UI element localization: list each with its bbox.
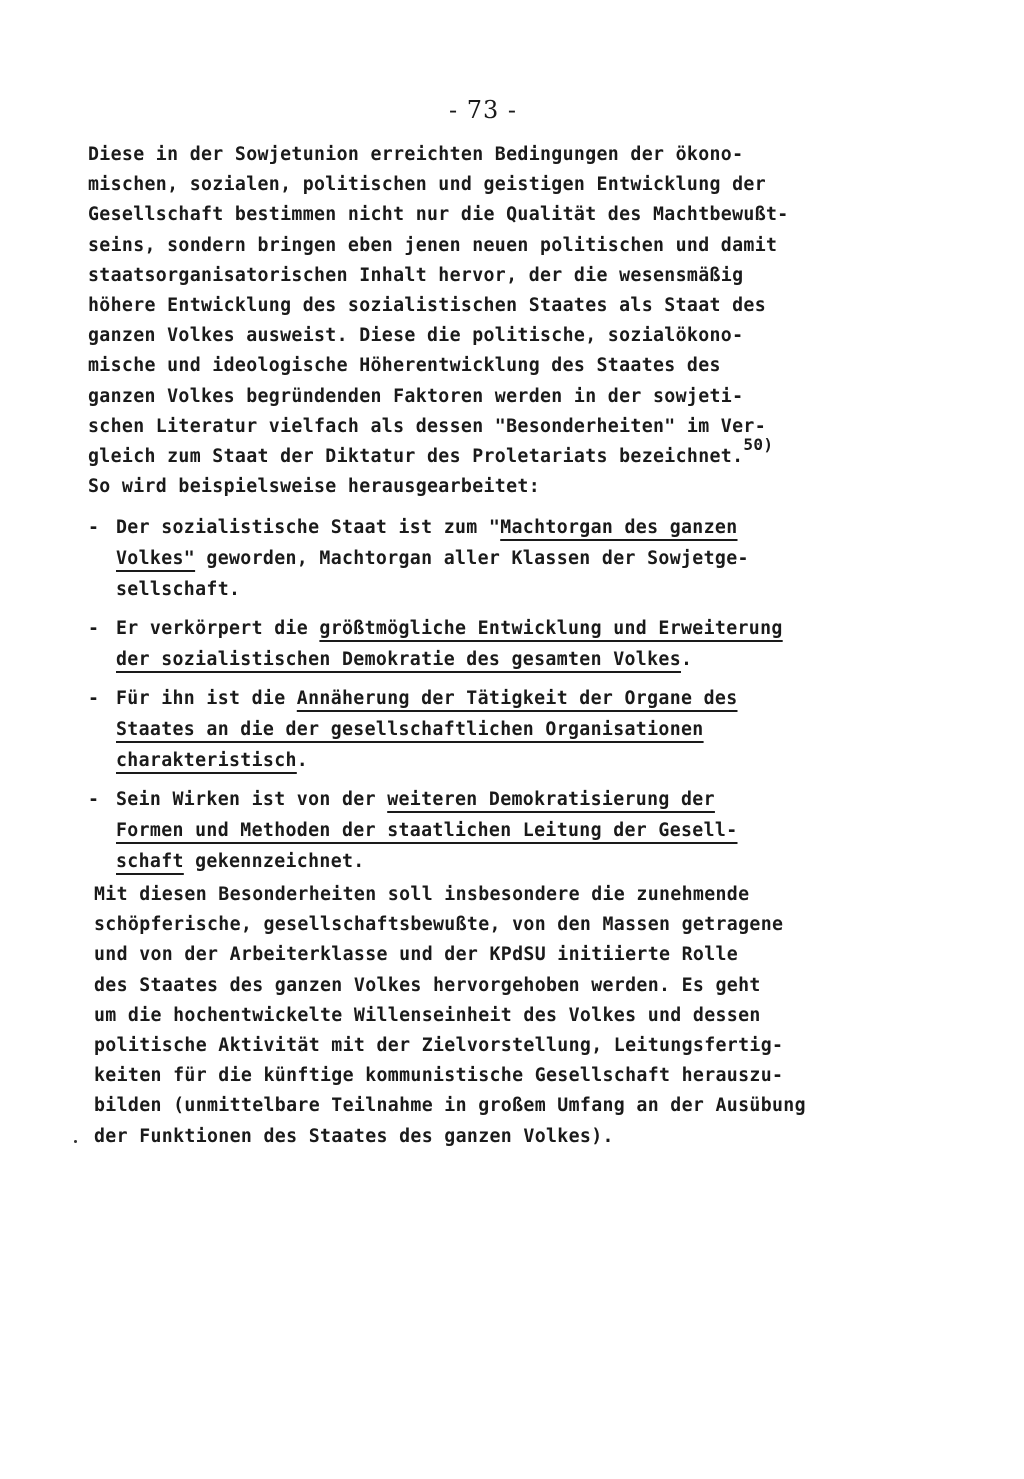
list-item-line xyxy=(116,574,868,605)
list-item-line xyxy=(116,644,868,675)
bullet-dash: - xyxy=(88,789,100,810)
text: gekennzeichnet. xyxy=(183,851,365,872)
list-item xyxy=(88,512,868,605)
text: . xyxy=(296,750,309,771)
list-item xyxy=(88,613,868,675)
paragraph-line: politische Aktivität mit der Zielvorstellung, Leitungsfertig- xyxy=(94,1035,784,1057)
list-item-line xyxy=(116,613,868,644)
underlined-text: schaft xyxy=(116,851,184,872)
underlined-text: weiteren Demokratisierung der xyxy=(387,789,715,810)
underlined-text: der sozialistischen Demokratie des gesamten Volkes xyxy=(116,649,681,670)
paragraph-2 xyxy=(94,880,884,1152)
text: Er verkörpert die xyxy=(116,618,320,639)
list-item-line xyxy=(116,846,868,877)
paragraph-line: mische und ideologische Höherentwicklung des Staates des xyxy=(88,355,721,377)
text: sellschaft. xyxy=(116,579,241,600)
paragraph-line: Mit diesen Besonderheiten soll insbesondere die zunehmende xyxy=(94,884,750,905)
page-number: - 73 - xyxy=(448,96,517,124)
list-item-line xyxy=(116,714,868,745)
bullet-list xyxy=(88,512,868,885)
paragraph-line: der Funktionen des Staates des ganzen Volkes). xyxy=(94,1125,614,1147)
underlined-text: Machtorgan des ganzen xyxy=(500,517,738,538)
text: Sein Wirken ist von der xyxy=(116,789,388,810)
paragraph-line: des Staates des ganzen Volkes hervorgehoben werden. Es geht xyxy=(94,974,761,996)
paragraph-line: staatsorganisatorischen Inhalt hervor, der die wesensmäßig xyxy=(88,264,744,286)
paragraph-line: Gesellschaft bestimmen nicht nur die Qualität des Machtbewußt- xyxy=(88,204,789,226)
underlined-text: Volkes" xyxy=(116,548,196,569)
bullet-dash: - xyxy=(88,688,100,709)
underlined-text: Annäherung der Tätigkeit der Organe des xyxy=(296,688,738,709)
paragraph-line: und von der Arbeiterklasse und der KPdSU initiierte Rolle xyxy=(94,944,739,966)
text: . xyxy=(681,649,693,670)
bullet-dash: - xyxy=(88,618,100,639)
paragraph-line: So wird beispielsweise herausgearbeitet: xyxy=(88,476,540,498)
paragraph-line: seins, sondern bringen eben jenen neuen politischen und damit xyxy=(88,234,778,256)
list-item-line xyxy=(116,512,868,543)
bullet-dash: - xyxy=(88,517,100,538)
paragraph-line: gleich zum Staat der Diktatur des Proletariats bezeichnet. xyxy=(88,446,744,468)
paragraph-line: um die hochentwickelte Willenseinheit des Volkes und dessen xyxy=(94,1004,761,1026)
list-item-line xyxy=(116,815,868,846)
underlined-text: Staates an die der gesellschaftlichen Organisationen xyxy=(116,719,704,740)
text: Für ihn ist die xyxy=(116,688,297,709)
underlined-text: charakteristisch xyxy=(116,750,297,771)
list-item-line xyxy=(116,683,868,714)
paragraph-1 xyxy=(88,140,878,502)
paragraph-line: höhere Entwicklung des sozialistischen Staates als Staat des xyxy=(88,295,766,317)
text: Der sozialistische Staat ist zum " xyxy=(116,517,501,538)
list-item-line xyxy=(116,745,868,776)
scan-speck xyxy=(74,1140,77,1143)
paragraph-line: bilden (unmittelbare Teilnahme in großem Umfang an der Ausübung xyxy=(94,1095,806,1117)
list-item xyxy=(88,784,868,877)
paragraph-line: schöpferische, gesellschaftsbewußte, von den Massen getragene xyxy=(94,914,784,936)
paragraph-line: Diese in der Sowjetunion erreichten Bedingungen der ökono- xyxy=(88,144,744,165)
paragraph-line: schen Literatur vielfach als dessen "Besonderheiten" im Ver- xyxy=(88,415,766,437)
paragraph-line: ganzen Volkes begründenden Faktoren werden in der sowjeti- xyxy=(88,385,744,407)
list-item-line xyxy=(116,543,868,574)
underlined-text: Formen und Methoden der staatlichen Leitung der Gesell- xyxy=(116,820,738,841)
paragraph-line: ganzen Volkes ausweist. Diese die politische, sozialökono- xyxy=(88,325,744,347)
text: geworden, Machtorgan aller Klassen der Sowjetge- xyxy=(195,548,749,569)
paragraph-line: keiten für die künftige kommunistische Gesellschaft herauszu- xyxy=(94,1065,784,1087)
list-item xyxy=(88,683,868,776)
footnote-reference: 50) xyxy=(743,435,774,455)
paragraph-line: mischen, sozialen, politischen und geistigen Entwicklung der xyxy=(88,174,766,196)
underlined-text: größtmögliche Entwicklung und Erweiterung xyxy=(319,618,783,639)
list-item-line xyxy=(116,784,868,815)
